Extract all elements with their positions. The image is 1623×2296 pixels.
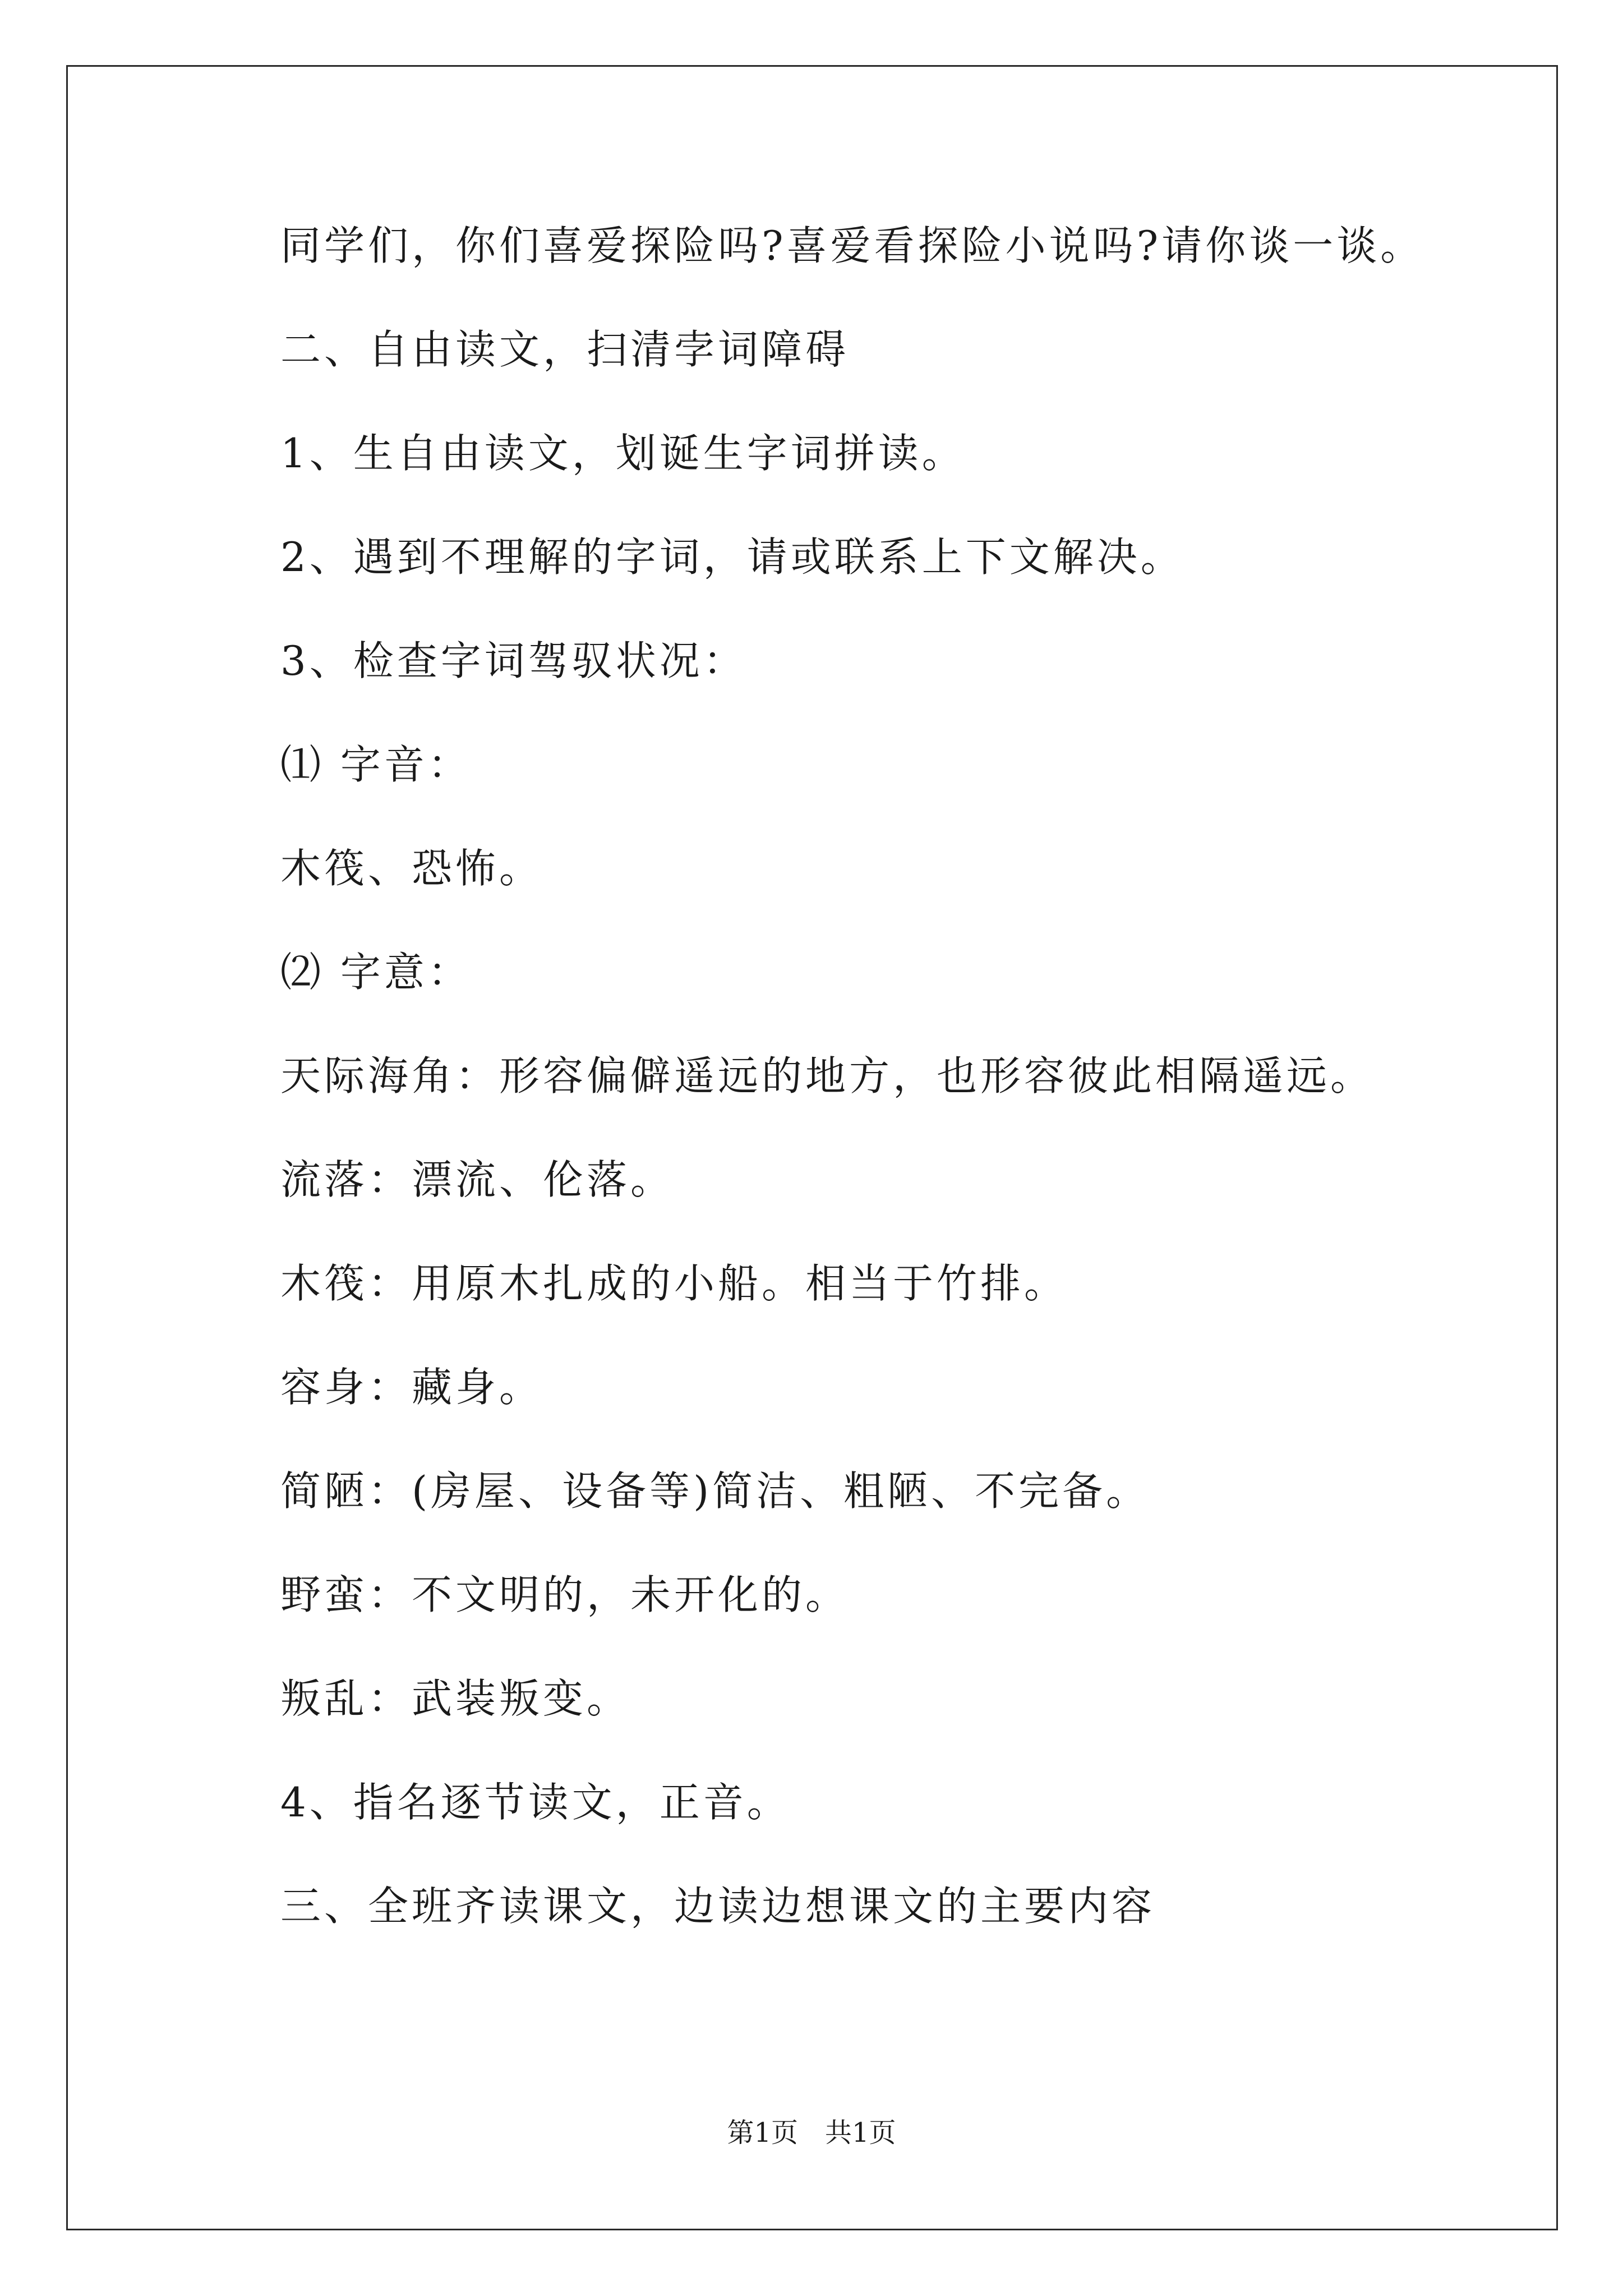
- definition-item: 叛乱：武装叛变。: [280, 1675, 631, 1722]
- definition-item: 简陋：(房屋、设备等)简洁、粗陋、不完备。: [280, 1467, 1150, 1515]
- page-number-current: 第1页: [727, 2117, 798, 2148]
- definition-item: 容身：藏身。: [280, 1364, 543, 1411]
- paragraph: 1、生自由读文，划诞生字词拼读。: [280, 430, 966, 477]
- paragraph: 2、遇到不理解的字词，请或联系上下文解决。: [280, 533, 1184, 581]
- sub-heading: ⑴ 字音：: [280, 741, 472, 788]
- document-body: [280, 219, 1486, 1983]
- page-footer: [0, 2116, 1623, 2150]
- section-heading: 三、全班齐读课文，边读边想课文的主要内容: [280, 1883, 1156, 1930]
- page-number-total: 共1页: [825, 2117, 896, 2148]
- section-heading: 二、自由读文，扫清孛词障碍: [280, 326, 850, 373]
- definition-item: 野蛮：不文明的，未开化的。: [280, 1571, 850, 1618]
- definition-item: 天际海角：形容偏僻遥远的地方，也形容彼此相隔遥远。: [280, 1052, 1375, 1099]
- paragraph: 3、检查字词驾驭状况：: [280, 637, 747, 684]
- sub-heading: ⑵ 字意：: [280, 949, 472, 996]
- paragraph: 同学们，你们喜爱探险吗?喜爱看探险小说吗?请你谈一谈。: [280, 222, 1424, 269]
- definition-item: 木筏：用原木扎成的小船。相当于竹排。: [280, 1260, 1068, 1307]
- definition-item: 流落：漂流、伦落。: [280, 1156, 675, 1203]
- paragraph: 木筏、恐怖。: [280, 845, 543, 892]
- paragraph: 4、指名逐节读文，正音。: [280, 1779, 791, 1826]
